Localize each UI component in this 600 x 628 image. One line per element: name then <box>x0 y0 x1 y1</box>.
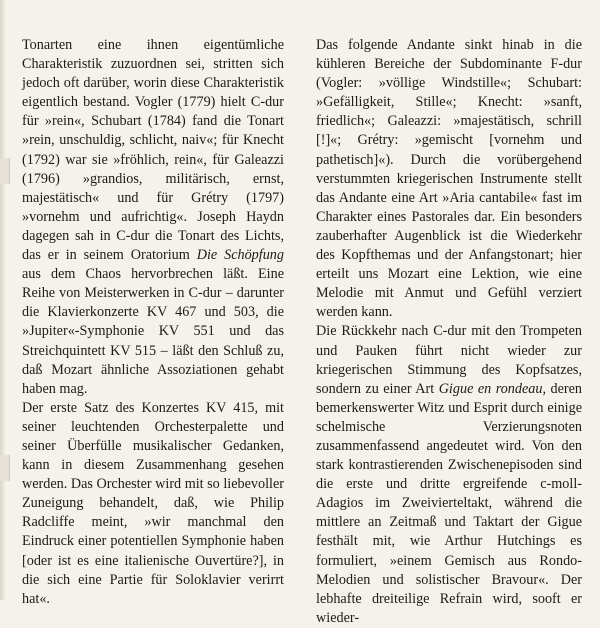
binding-notch <box>0 158 10 184</box>
page-edge-shadow <box>0 0 6 600</box>
right-paragraph-2 <box>316 322 582 628</box>
left-paragraph-2: Der erste Satz des Konzertes KV 415, mit seiner leuchtenden Orchesterpalette und seiner Überfülle musikalischer Gedanken, kann in diesem Zusammenhang gesehen werden. Das Orchester wird mit so liebevoller Zuneigung behandelt, daß, wie Philip Radcliffe meint, »wir manchmal den Eindruck einer potentiellen Symphonie haben [oder ist es eine italienische Ouvertüre?], in die sich eine Partie für Soloklavier verirrt hat«. <box>22 399 284 607</box>
text-run: Die Rückkehr nach C-dur mit den Trompeten und Pauken führt nicht wieder zur kriegerischen Stimmung des Kopfsatzes, sondern zu einer Art <box>316 323 582 397</box>
binding-notch <box>0 455 10 481</box>
left-text-column <box>22 36 284 609</box>
text-run: , deren bemerkenswerter Witz und Esprit durch einige schelmische Verzierungsnoten zusammenfassend angedeutet wird. Von den stark kontrastierenden Zwischenepisoden sind die erste und dritte ergreifende c-moll-Adagios im Zweivierteltakt, während die mittlere an Zeitmaß und Taktart der Gigue festhält mit, wie Arthur Hutchings es formuliert, »einem Gemisch aus Rondo-Melodien und solistischer Bravour«. Der lebhafte dreiteilige Refrain wird, sooft er wieder- <box>316 380 582 626</box>
right-text-column <box>316 36 582 628</box>
movement-title: Gigue en rondeau <box>438 380 543 397</box>
left-paragraph-1 <box>22 36 284 399</box>
work-title: Die Schöpfung <box>196 247 284 264</box>
text-run: aus dem Chaos hervorbrechen läßt. Eine Reihe von Meisterwerken in C-dur – darunter die Klavierkonzerte KV 467 und 503, die »Jupiter«-Symphonie KV 551 und das Streichquintett KV 515 – läßt den Schluß zu, daß Mozart ähnliche Assoziationen gehabt haben mag. <box>22 266 284 397</box>
right-paragraph-1: Das folgende Andante sinkt hinab in die kühleren Bereiche der Subdominante F-dur (Vogler: »völlige Windstille«; Schubart: »Gefälligkeit, Stille«; Knecht: »sanft, friedlich«; Galeazzi: »majestätisch, schrill [!]«; Grétry: »gemischt [vornehm und pathetisch]«). Durch die vorübergehend verstummten kriegerischen Instrumente stellt das Andante eine Art »Aria cantabile« fast im Charakter eines Pastorales dar. Ein besonders zauberhafter Augenblick ist die Wiederkehr des Kopfthemas und der Anfangstonart; hier erteilt uns Mozart eine Lektion, wie eine Melodie mit Anmut und Gefühl verziert werden kann. <box>316 37 582 321</box>
text-run: Tonarten eine ihnen eigentümliche Charakteristik zuzuordnen sei, stritten sich jedoch oft darüber, worin diese Charakteristik eigentlich bestand. Vogler (1779) hielt C-dur für »rein«, Schubart (1784) fand die Tonart »rein, unschuldig, schlicht, naiv«; für Knecht (1792) war sie »fröhlich, rein«, für Galeazzi (1796) »grandios, militärisch, ernst, majestätisch« und für Grétry (1797) »vornehm und aufrichtig«. Joseph Haydn dagegen sah in C-dur die Tonart des Lichts, das er in seinem Oratorium <box>22 37 284 264</box>
